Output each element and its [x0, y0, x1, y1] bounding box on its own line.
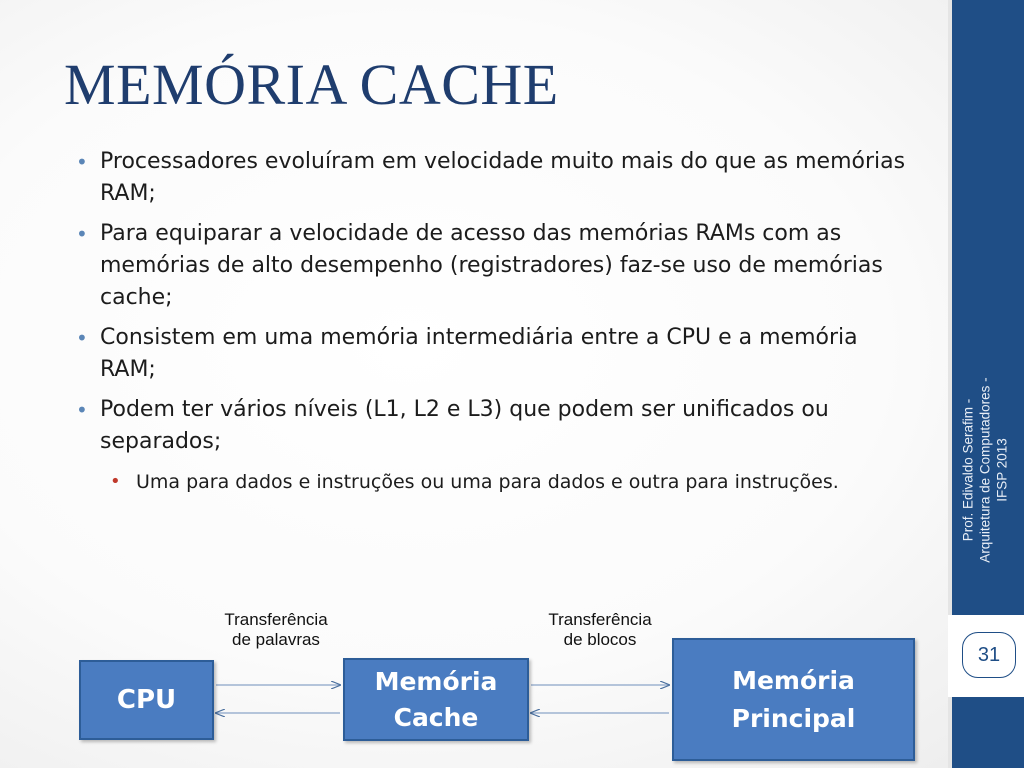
page-number: 31: [962, 632, 1016, 678]
bullet-item: [76, 146, 906, 210]
bullet-marker-icon: •: [76, 398, 88, 422]
bullet-text: Para equiparar a velocidade de acesso das memórias RAMs com as memórias de alto desempenho (registradores) faz-se uso de memórias cache;: [100, 221, 883, 310]
cache-memory-box: Memória Cache: [343, 658, 529, 741]
footer-credit: [960, 320, 1011, 620]
bullet-text: Podem ter vários níveis (L1, L2 e L3) que podem ser unificados ou separados;: [100, 397, 829, 454]
bullet-marker-icon: •: [76, 326, 88, 350]
label-word-transfer: Transferência de palavras: [224, 610, 328, 649]
footer-line: IFSP 2013: [994, 438, 1010, 502]
main-memory-box: Memória Principal: [672, 638, 915, 761]
bullet-text: Processadores evoluíram em velocidade muito mais do que as memórias RAM;: [100, 149, 906, 206]
footer-line: Prof. Edivaldo Serafim -: [960, 398, 976, 542]
bullet-text: Consistem em uma memória intermediária entre a CPU e a memória RAM;: [100, 325, 858, 382]
bullet-item: [76, 394, 906, 458]
bullet-item: [76, 218, 906, 314]
label-block-transfer: Transferência de blocos: [548, 610, 652, 649]
bullet-marker-icon: •: [76, 222, 88, 246]
sub-bullet-marker-icon: •: [110, 471, 121, 492]
sub-bullet-item: [102, 466, 906, 498]
slide-title: MEMÓRIA CACHE: [64, 52, 559, 117]
sub-bullet-text: Uma para dados e instruções ou uma para dados e outra para instruções.: [136, 471, 839, 493]
bullet-list: [76, 146, 906, 498]
bullet-item: [76, 322, 906, 386]
bullet-marker-icon: •: [76, 150, 88, 174]
cpu-box: CPU: [79, 660, 214, 740]
footer-line: Arquitetura de Computadores -: [977, 377, 993, 563]
